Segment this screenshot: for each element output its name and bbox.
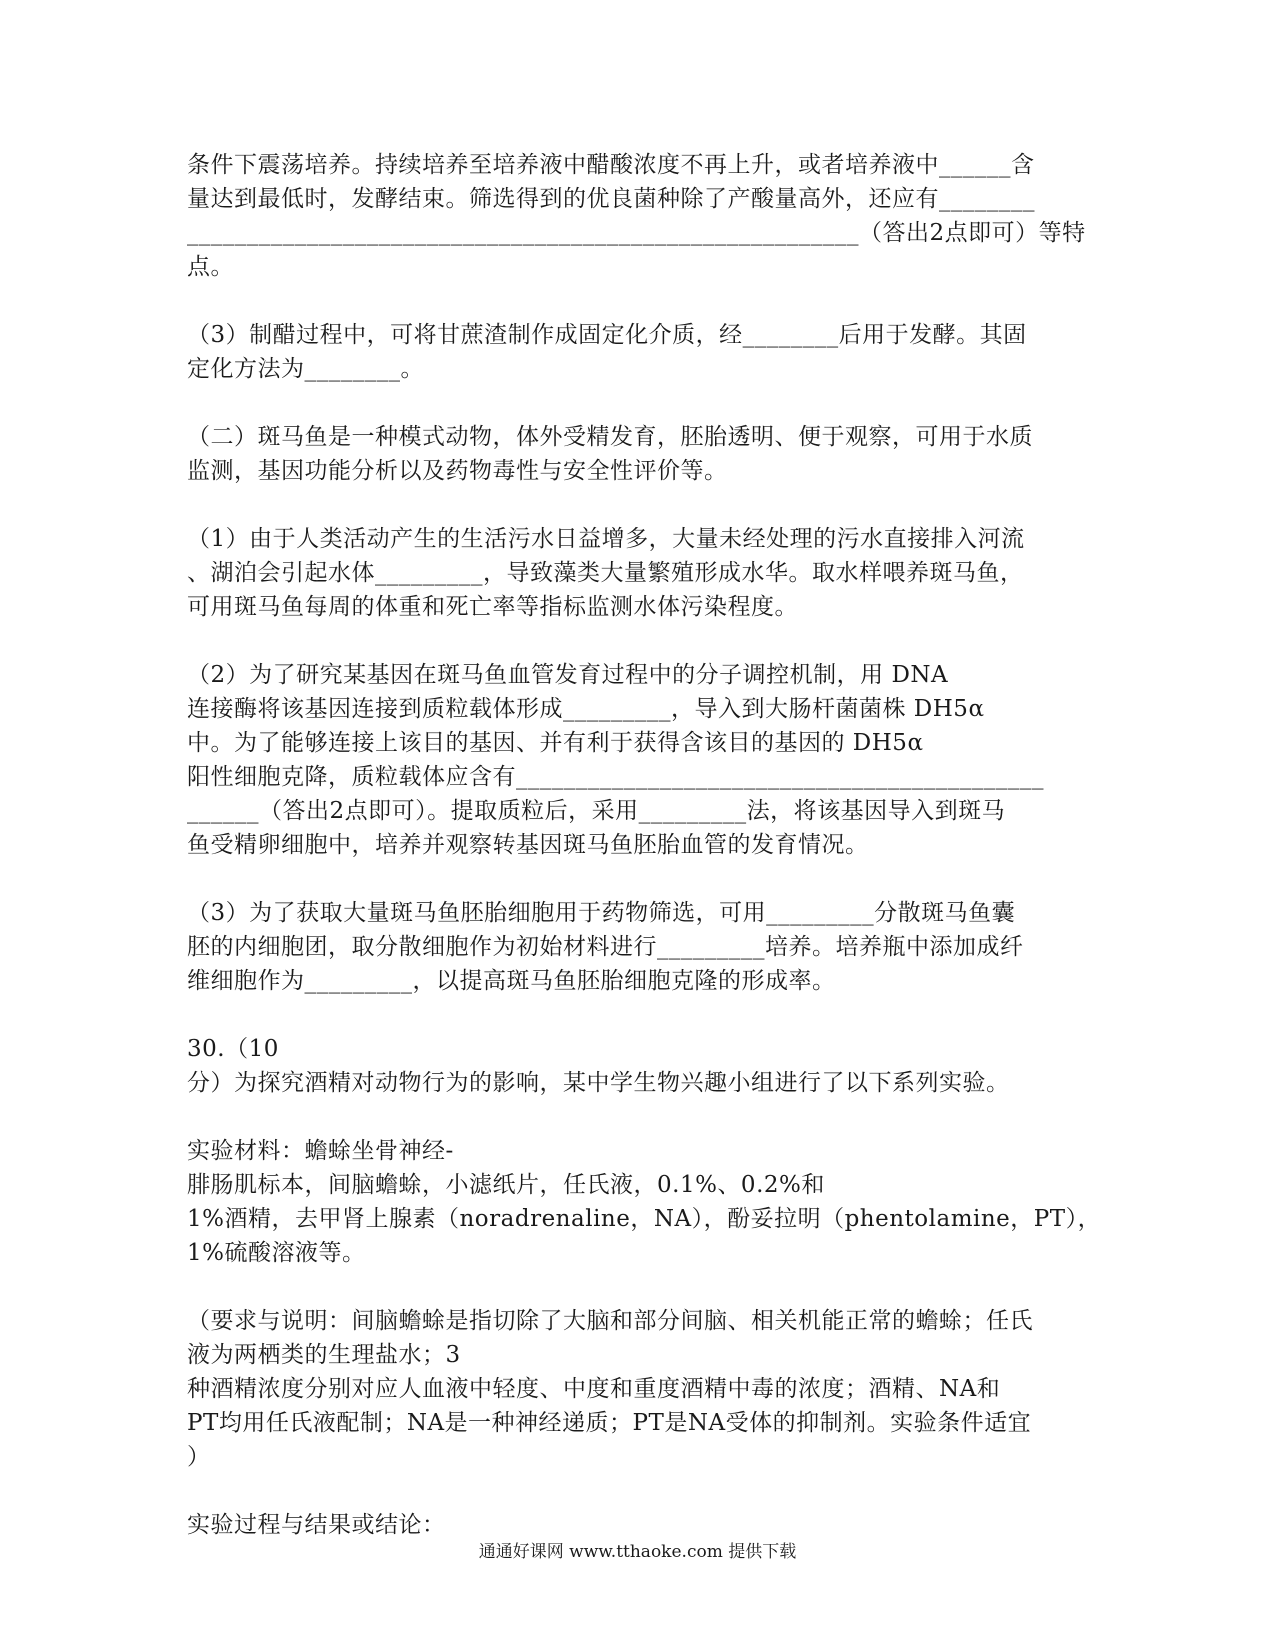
blank-line [187,624,1087,658]
text-line: 1%硫酸溶液等。 [187,1240,366,1266]
blank-line [187,862,1087,896]
text-line: 实验过程与结果或结论： [187,1512,446,1538]
blank-line [187,1474,1087,1508]
text-line: （3）为了获取大量斑马鱼胚胎细胞用于药物筛选，可用_________分散斑马鱼囊 [187,900,1016,926]
text-line: 量达到最低时，发酵结束。筛选得到的优良菌种除了产酸量高外，还应有________ [187,186,1035,212]
text-line: （2）为了研究某基因在斑马鱼血管发育过程中的分子调控机制，用 DNA [187,662,949,688]
text-line: 定化方法为________。 [187,356,424,382]
blank-line [187,998,1087,1032]
blank-line [187,488,1087,522]
text-line: PT均用任氏液配制；NA是一种神经递质；PT是NA受体的抑制剂。实验条件适宜 [187,1410,1032,1436]
document-body [187,148,1102,1542]
text-line: 可用斑马鱼每周的体重和死亡率等指标监测水体污染程度。 [187,594,798,620]
text-line: 阳性细胞克降，质粒载体应含有____________________________________________ [187,764,1044,790]
text-line: 点。 [187,254,234,280]
text-line: 连接酶将该基因连接到质粒载体形成_________，导入到大肠杆菌菌株 DH5α [187,696,985,722]
text-line: 鱼受精卵细胞中，培养并观察转基因斑马鱼胚胎血管的发育情况。 [187,832,869,858]
text-line: （要求与说明：间脑蟾蜍是指切除了大脑和部分间脑、相关机能正常的蟾蜍；任氏 [187,1308,1033,1334]
blank-line [187,284,1087,318]
text-line: ________________________________________________________（答出2点即可）等特 [187,220,1086,246]
text-line: 、湖泊会引起水体_________，导致藻类大量繁殖形成水华。取水样喂养斑马鱼， [187,560,1024,586]
blank-line [187,386,1087,420]
text-line: 1%酒精，去甲肾上腺素（noradrenaline，NA），酚妥拉明（phentolamine，PT）， [187,1206,1102,1232]
text-line: 监测，基因功能分析以及药物毒性与安全性评价等。 [187,458,728,484]
page-footer: 通通好课网 www.tthaoke.com 提供下载 [478,1542,797,1562]
text-line: （1）由于人类活动产生的生活污水日益增多，大量未经处理的污水直接排入河流 [187,526,1025,552]
text-line: 中。为了能够连接上该目的基因、并有利于获得含该目的基因的 DH5α [187,730,924,756]
text-line: 分）为探究酒精对动物行为的影响，某中学生物兴趣小组进行了以下系列实验。 [187,1070,1010,1096]
text-line: 种酒精浓度分别对应人血液中轻度、中度和重度酒精中毒的浓度；酒精、NA和 [187,1376,1001,1402]
text-line: 腓肠肌标本，间脑蟾蜍，小滤纸片，任氏液，0.1%、0.2%和 [187,1172,825,1198]
blank-line [187,1100,1087,1134]
text-line: 实验材料：蟾蜍坐骨神经- [187,1138,454,1164]
text-line: 维细胞作为_________，以提高斑马鱼胚胎细胞克隆的形成率。 [187,968,836,994]
text-line: 胚的内细胞团，取分散细胞作为初始材料进行_________培养。培养瓶中添加成纤 [187,934,1024,960]
text-line: （二）斑马鱼是一种模式动物，体外受精发育，胚胎透明、便于观察，可用于水质 [187,424,1033,450]
blank-line [187,1270,1087,1304]
text-line: 30.（10 [187,1036,279,1062]
text-line: 液为两栖类的生理盐水；3 [187,1342,461,1368]
text-line: ______（答出2点即可）。提取质粒后，采用_________法，将该基因导入到斑马 [187,798,1006,824]
text-line: 条件下震荡培养。持续培养至培养液中醋酸浓度不再上升，或者培养液中______含 [187,152,1035,178]
text-line: ） [187,1444,211,1470]
text-line: （3）制醋过程中，可将甘蔗渣制作成固定化介质，经________后用于发酵。其固 [187,322,1027,348]
